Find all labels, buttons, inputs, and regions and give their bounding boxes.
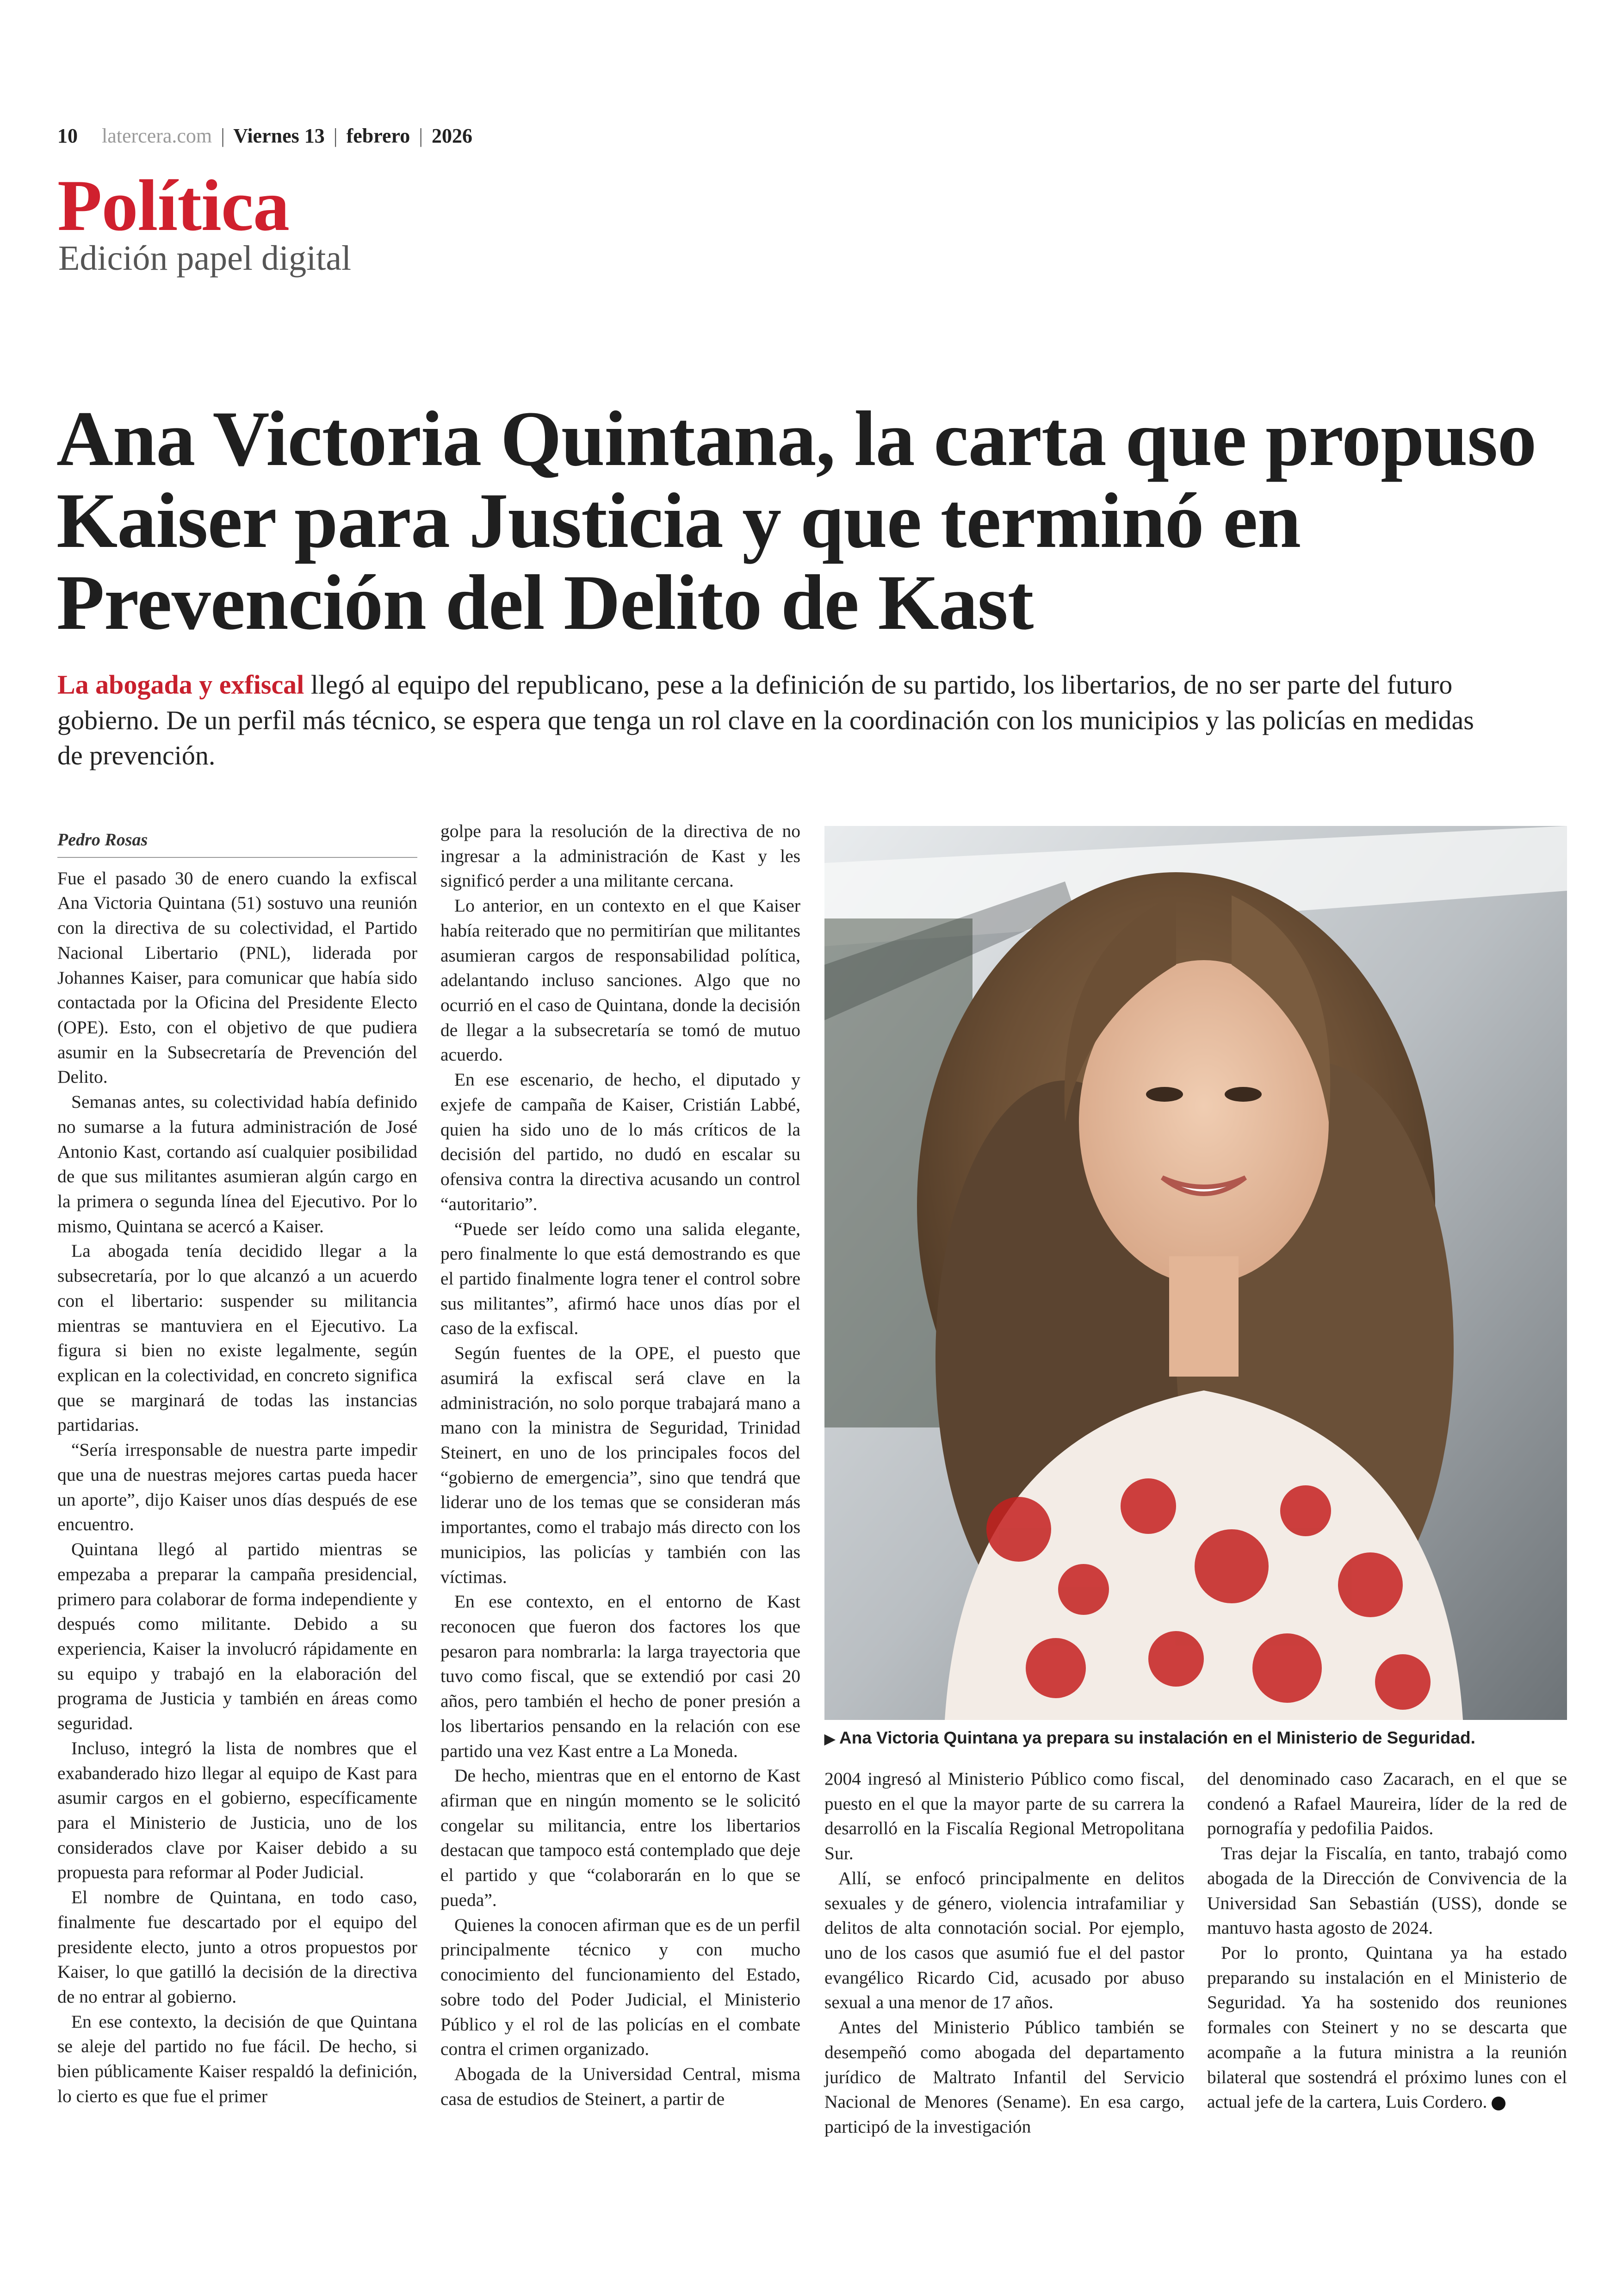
paragraph: Quienes la conocen afirman que es de un perfil principalmente técnico y con mucho conocimiento del funcionamiento del Estado, sobre todo del Poder Judicial, el Ministerio Público y el rol de las policías en el combate contra el crimen organizado. bbox=[440, 1914, 800, 2060]
paragraph: Antes del Ministerio Público también se desempeñó como abogada del departamento jurídico de Maltrato Infantil del Servicio Nacional de Menores (Sename). En esa cargo, participó de la investigación bbox=[824, 2017, 1184, 2137]
separator: | bbox=[333, 124, 338, 147]
paragraph: Allí, se enfocó principalmente en delitos sexuales y de género, violencia intrafamiliar y delitos de alta connotación social. Por ejemplo, uno de los casos que asumió fue el del pastor evangélico Ricardo Cid, acusado por abuso sexual a una menor de 17 años. bbox=[824, 1868, 1184, 2013]
photo-caption-text: Ana Victoria Quintana ya prepara su instalación en el Ministerio de Seguridad. bbox=[839, 1728, 1475, 1747]
page-header bbox=[57, 124, 472, 148]
page-number: 10 bbox=[57, 124, 78, 147]
paragraph: En ese escenario, de hecho, el diputado y exjefe de campaña de Kaiser, Cristián Labbé, quien ha sido uno de lo más críticos de la decisión del partido, no dudó en escalar su ofensiva contra la directiva acusando un control “autoritario”. bbox=[440, 1069, 800, 1214]
paragraph: La abogada tenía decidido llegar a la subsecretaría, por lo que alcanzó a un acuerdo con el libertario: suspender su militancia mientras se mantuviera en el Ejecutivo. La figura si bien no existe legalmente, según explican en la colectividad, en concreto significa que se marginará de todas las instancias partidarias. bbox=[57, 1241, 417, 1435]
triangle-right-icon: ▶ bbox=[824, 1731, 836, 1747]
paragraph: del denominado caso Zacarach, en el que se condenó a Rafael Maureira, líder de la red de pornografía y pedofilia Paidos. bbox=[1207, 1769, 1567, 1839]
paragraph: “Sería irresponsable de nuestra parte impedir que una de nuestras mejores cartas pueda hacer un aporte”, dijo Kaiser unos días después de ese encuentro. bbox=[57, 1440, 417, 1535]
paragraph: “Puede ser leído como una salida elegante, pero finalmente lo que está demostrando es que el partido finalmente logra tener el control sobre sus militantes”, afirmó hace unos días por el caso de la exfiscal. bbox=[440, 1218, 800, 1339]
dek-lead: La abogada y exfiscal bbox=[57, 670, 304, 700]
date-month: febrero bbox=[346, 124, 410, 147]
paragraph: 2004 ingresó al Ministerio Público como fiscal, puesto en el que la mayor parte de su carrera la desarrolló en la Fiscalía Regional Metropolitana Sur. bbox=[824, 1769, 1184, 1864]
paragraph: Fue el pasado 30 de enero cuando la exfiscal Ana Victoria Quintana (51) sostuvo una reunión con la directiva de su colectividad, el Partido Nacional Libertario (PNL), liderada por Johannes Kaiser, para comunicar que había sido contactada por la Oficina del Presidente Electo (OPE). Esto, con el objetivo de que pudiera asumir en la Subsecretaría de Prevención del Delito. bbox=[57, 868, 417, 1087]
paragraph: Abogada de la Universidad Central, misma casa de estudios de Steinert, a partir de bbox=[440, 2063, 800, 2109]
dek-rest: llegó al equipo del republicano, pese a la definición de su partido, los libertarios, de no ser parte del futuro gobierno. De un perfil más técnico, se espera que tenga un rol clave en la coordinación con los municipios y las policías en medidas de prevención. bbox=[57, 670, 1474, 771]
paragraph: Semanas antes, su colectividad había definido no sumarse a la futura administración de José Antonio Kast, cortando así cualquier posibilidad de que sus militantes asumieran algún cargo en la primera o segunda línea del Ejecutivo. Por lo mismo, Quintana se acercó a Kaiser. bbox=[57, 1092, 417, 1236]
paragraph: De hecho, mientras que en el entorno de Kast afirman que en ningún momento se le solicitó congelar su militancia, entre los libertarios destacan que tampoco está contemplado que deje el partido y que “colaborarán en lo que se pueda”. bbox=[440, 1765, 800, 1910]
paragraph: Quintana llegó al partido mientras se empezaba a preparar la campaña presidencial, primero para colaborar de forma independiente y después como militante. Debido a su experiencia, Kaiser la involucró rápidamente en su equipo y trabajó en la elaboración del programa de Justicia y también en áreas como seguridad. bbox=[57, 1539, 417, 1734]
paragraph: golpe para la resolución de la directiva de no ingresar a la administración de Kast y les significó perder a una militante cercana. bbox=[440, 821, 800, 891]
paragraph: Tras dejar la Fiscalía, en tanto, trabajó como abogada de la Dirección de Convivencia de la Universidad San Sebastián (USS), donde se mantuvo hasta agosto de 2024. bbox=[1207, 1843, 1567, 1938]
separator: | bbox=[221, 124, 225, 147]
section-title: Política bbox=[57, 165, 289, 246]
date-year: 2026 bbox=[432, 124, 473, 147]
article-column-4 bbox=[1207, 1767, 1567, 2115]
article-column-1 bbox=[57, 828, 417, 2109]
section-subtitle: Edición papel digital bbox=[58, 239, 352, 278]
site-name: latercera.com bbox=[102, 124, 212, 147]
article-column-2 bbox=[440, 819, 800, 2111]
photo-caption bbox=[824, 1728, 1567, 1748]
separator: | bbox=[419, 124, 423, 147]
paragraph: En ese contexto, la decisión de que Quintana se aleje del partido no fue fácil. De hecho, si bien públicamente Kaiser respaldó la definición, lo cierto es que fue el primer bbox=[57, 2011, 417, 2106]
paragraph: Incluso, integró la lista de nombres que el exabanderado hizo llegar al equipo de Kast para asumir cargos en el gobierno, específicamente para el Ministerio de Justicia, uno de los considerados clave por Kaiser debido a su propuesta para reformar al Poder Judicial. bbox=[57, 1738, 417, 1883]
portrait-illustration bbox=[824, 826, 1567, 1720]
paragraph: Lo anterior, en un contexto en el que Kaiser había reiterado que no permitirían que militantes asumieran cargos de responsabilidad política, adelantando incluso sanciones. Algo que no ocurrió en el caso de Quintana, donde la decisión de llegar a la subsecretaría se tomó de mutuo acuerdo. bbox=[440, 895, 800, 1065]
date-day: Viernes 13 bbox=[233, 124, 325, 147]
dek bbox=[57, 667, 1482, 774]
paragraph: En ese contexto, en el entorno de Kast reconocen que fueron dos factores los que pesaron para nombrarla: la larga trayectoria que tuvo como fiscal, que se extendió por casi 20 años, pero también el hecho de poner presión a los libertarios pensando en la relación con ese partido una vez Kast entre a La Moneda. bbox=[440, 1591, 800, 1761]
paragraph bbox=[1207, 1941, 1567, 2115]
portrait-photo bbox=[824, 826, 1567, 1720]
byline: Pedro Rosas bbox=[57, 828, 417, 858]
paragraph: El nombre de Quintana, en todo caso, finalmente fue descartado por el equipo del presidente electo, junto a otros propuestos por Kaiser, lo que gatilló la decisión de la directiva de no entrar al gobierno. bbox=[57, 1887, 417, 2007]
article-column-3 bbox=[824, 1767, 1184, 2140]
end-dot-icon bbox=[1492, 2097, 1505, 2110]
headline: Ana Victoria Quintana, la carta que propuso Kaiser para Justicia y que terminó en Prevención del Delito de Kast bbox=[56, 395, 1536, 646]
paragraph-text: Por lo pronto, Quintana ya ha estado preparando su instalación en el Ministerio de Seguridad. Ya ha sostenido dos reuniones formales con Steinert y no se descarta que acompañe a la futura ministra a la reunión bilateral que sostendrá el próximo lunes con el actual jefe de la cartera, Luis Cordero. bbox=[1207, 1942, 1567, 2112]
paragraph: Según fuentes de la OPE, el puesto que asumirá la exfiscal será clave en la administración, no solo porque trabajará mano a mano con la ministra de Seguridad, Trinidad Steinert, en uno de los principales focos del “gobierno de emergencia”, sino que tendrá que liderar uno de los temas que se consideran más importantes, como el trabajo más directo con los municipios, las policías y también con las víctimas. bbox=[440, 1343, 800, 1587]
